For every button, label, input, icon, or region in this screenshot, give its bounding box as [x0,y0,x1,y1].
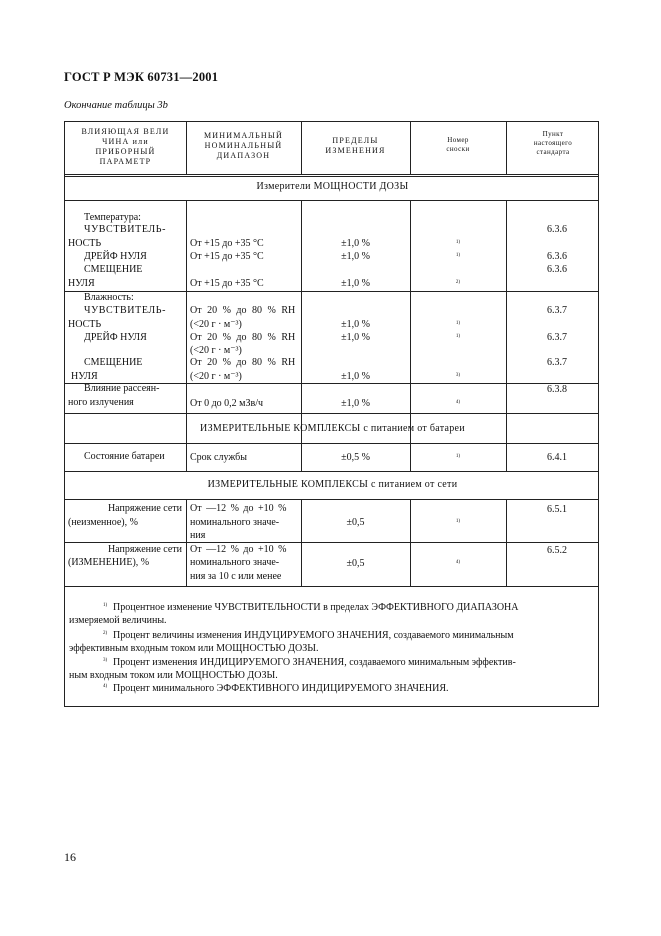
range-value: ния за 10 с или менее [190,571,282,582]
limit-value: ±1,0 % [341,251,370,262]
param-label: НУЛЯ [68,278,95,289]
clause-ref: 6.3.6 [547,251,567,262]
clause-ref: 6.3.8 [547,384,567,395]
row-rule [65,471,598,472]
clause-ref: 6.3.6 [547,224,567,235]
range-value: От —12 % до +10 % [190,503,287,514]
section-rule [65,200,598,201]
footnote-ref: 1) [455,240,461,245]
footnote-ref: 4) [455,560,461,565]
param-label: (ИЗМЕНЕНИЕ), % [68,557,150,568]
column-header-footnote: Номер сноски [446,136,470,153]
param-label: ЧУВСТВИТЕЛЬ- [84,224,167,235]
limit-value: ±0,5 [346,517,365,528]
footnote-text: Процентное изменение ЧУВСТВИТЕЛЬНОСТИ в пределах ЭФФЕКТИВНОГО ДИАПАЗОНА [113,602,519,613]
param-label: СМЕЩЕНИЕ [84,264,143,275]
range-value: номинального значе- [190,517,280,528]
param-label: Напряжение сети [107,503,182,514]
specification-table [64,121,599,707]
column-header-range: МИНИМАЛЬНЫЙ НОМИНАЛЬНЫЙ ДИАПАЗОН [203,131,284,160]
column-header-parameter: ВЛИЯЮЩАЯ ВЕЛИ ЧИНА или ПРИБОРНЫЙ ПАРАМЕТР [81,127,170,166]
param-label: ДРЕЙФ НУЛЯ [84,332,147,343]
document-header: ГОСТ Р МЭК 60731—2001 [64,70,219,84]
column-rule [506,200,507,443]
limit-value: ±1,0 % [341,238,370,249]
range-value: (<20 г · м⁻³) [190,319,242,330]
param-label: (неизменное), % [68,517,138,528]
clause-ref: 6.3.7 [547,305,567,316]
footnote-mark: 3) [103,658,108,663]
param-label: ного излучения [68,397,134,408]
row-rule [65,586,598,587]
footnote-text: Процент величины изменения ИНДУЦИРУЕМОГО ЗНАЧЕНИЯ, создаваемого минимальным [113,630,514,641]
clause-ref: 6.5.1 [547,504,567,515]
param-label: Влажность: [84,292,134,303]
column-rule [301,499,302,586]
footnote-ref: 3) [455,373,461,378]
range-value: От 20 % до 80 % RH [190,332,296,343]
column-rule [186,200,187,443]
header-rule-double [65,176,598,177]
footnote-mark: 1) [103,603,108,608]
clause-ref: 6.5.2 [547,545,567,556]
range-value: От +15 до +35 °С [190,278,264,289]
page-number: 16 [64,850,76,864]
param-label: НУЛЯ [71,371,98,382]
footnote-text: измеряемой величины. [69,615,167,626]
param-label: Состояние батареи [84,451,165,462]
footnote-ref: 1) [455,253,461,258]
range-value: От 20 % до 80 % RH [190,357,296,368]
range-value: Срок службы [190,452,247,463]
footnote-mark: 4) [103,684,108,689]
column-header-clause: Пункт настоящего стандарта [533,130,573,156]
clause-ref: 6.3.7 [547,332,567,343]
limit-value: ±1,0 % [341,332,370,343]
section-title: ИЗМЕРИТЕЛЬНЫЕ КОМПЛЕКСЫ с питанием от сети [207,479,458,490]
column-rule [186,499,187,586]
row-rule [65,443,598,444]
footnote-mark: 2) [103,631,108,636]
column-header-limits: ПРЕДЕЛЫ ИЗМЕНЕНИЯ [325,136,386,155]
footnote-ref: 4) [455,400,461,405]
column-rule [186,443,187,471]
footnote-ref: 2) [455,280,461,285]
param-label: ДРЕЙФ НУЛЯ [84,251,147,262]
header-rule [65,174,598,175]
row-rule [65,413,598,414]
footnote-text: эффективным входным током или МОЩНОСТЬЮ ДОЗЫ. [69,643,319,654]
limit-value: ±1,0 % [341,278,370,289]
footnote-ref: 1) [455,454,461,459]
footnote-text: Процент минимального ЭФФЕКТИВНОГО ИНДИЦИРУЕМОГО ЗНАЧЕНИЯ. [113,683,449,694]
clause-ref: 6.4.1 [547,452,567,463]
clause-ref: 6.3.7 [547,357,567,368]
param-label: Влияние рассеян- [84,383,160,394]
footnote-ref: 1) [455,519,461,524]
row-rule [65,291,598,292]
param-label: СМЕЩЕНИЕ [84,357,143,368]
range-value: От +15 до +35 °С [190,251,264,262]
limit-value: ±0,5 [346,558,365,569]
column-rule [506,499,507,586]
section-title: Измерители МОЩНОСТИ ДОЗЫ [256,181,409,192]
param-label: НОСТЬ [68,319,102,330]
footnote-text: Процент изменения ИНДИЦИРУЕМОГО ЗНАЧЕНИЯ, создаваемого минимальным эффектив- [113,657,516,668]
limit-value: ±0,5 % [341,452,370,463]
param-label: Напряжение сети [107,544,182,555]
column-rule [506,443,507,471]
table-caption: Окончание таблицы 3b [64,100,168,111]
range-value: От —12 % до +10 % [190,544,287,555]
limit-value: ±1,0 % [341,319,370,330]
range-value: ния [190,530,206,541]
param-label: ЧУВСТВИТЕЛЬ- [84,305,167,316]
footnote-ref: 1) [455,321,461,326]
clause-ref: 6.3.6 [547,264,567,275]
range-value: (<20 г · м⁻³) [190,371,242,382]
range-value: От 0 до 0,2 мЗв/ч [190,398,264,409]
section-title: ИЗМЕРИТЕЛЬНЫЕ КОМПЛЕКСЫ с питанием от батареи [200,423,465,434]
range-value: От +15 до +35 °С [190,238,264,249]
param-label: НОСТЬ [68,238,102,249]
row-rule [65,499,598,500]
limit-value: ±1,0 % [341,371,370,382]
range-value: От 20 % до 80 % RH [190,305,296,316]
footnote-text: ным входным током или МОЩНОСТЬЮ ДОЗЫ. [69,670,278,681]
limit-value: ±1,0 % [341,398,370,409]
footnote-ref: 1) [455,334,461,339]
range-value: номинального значе- [190,557,280,568]
range-value: (<20 г · м⁻³) [190,345,242,356]
param-label: Температура: [84,212,141,223]
column-rule [410,499,411,586]
